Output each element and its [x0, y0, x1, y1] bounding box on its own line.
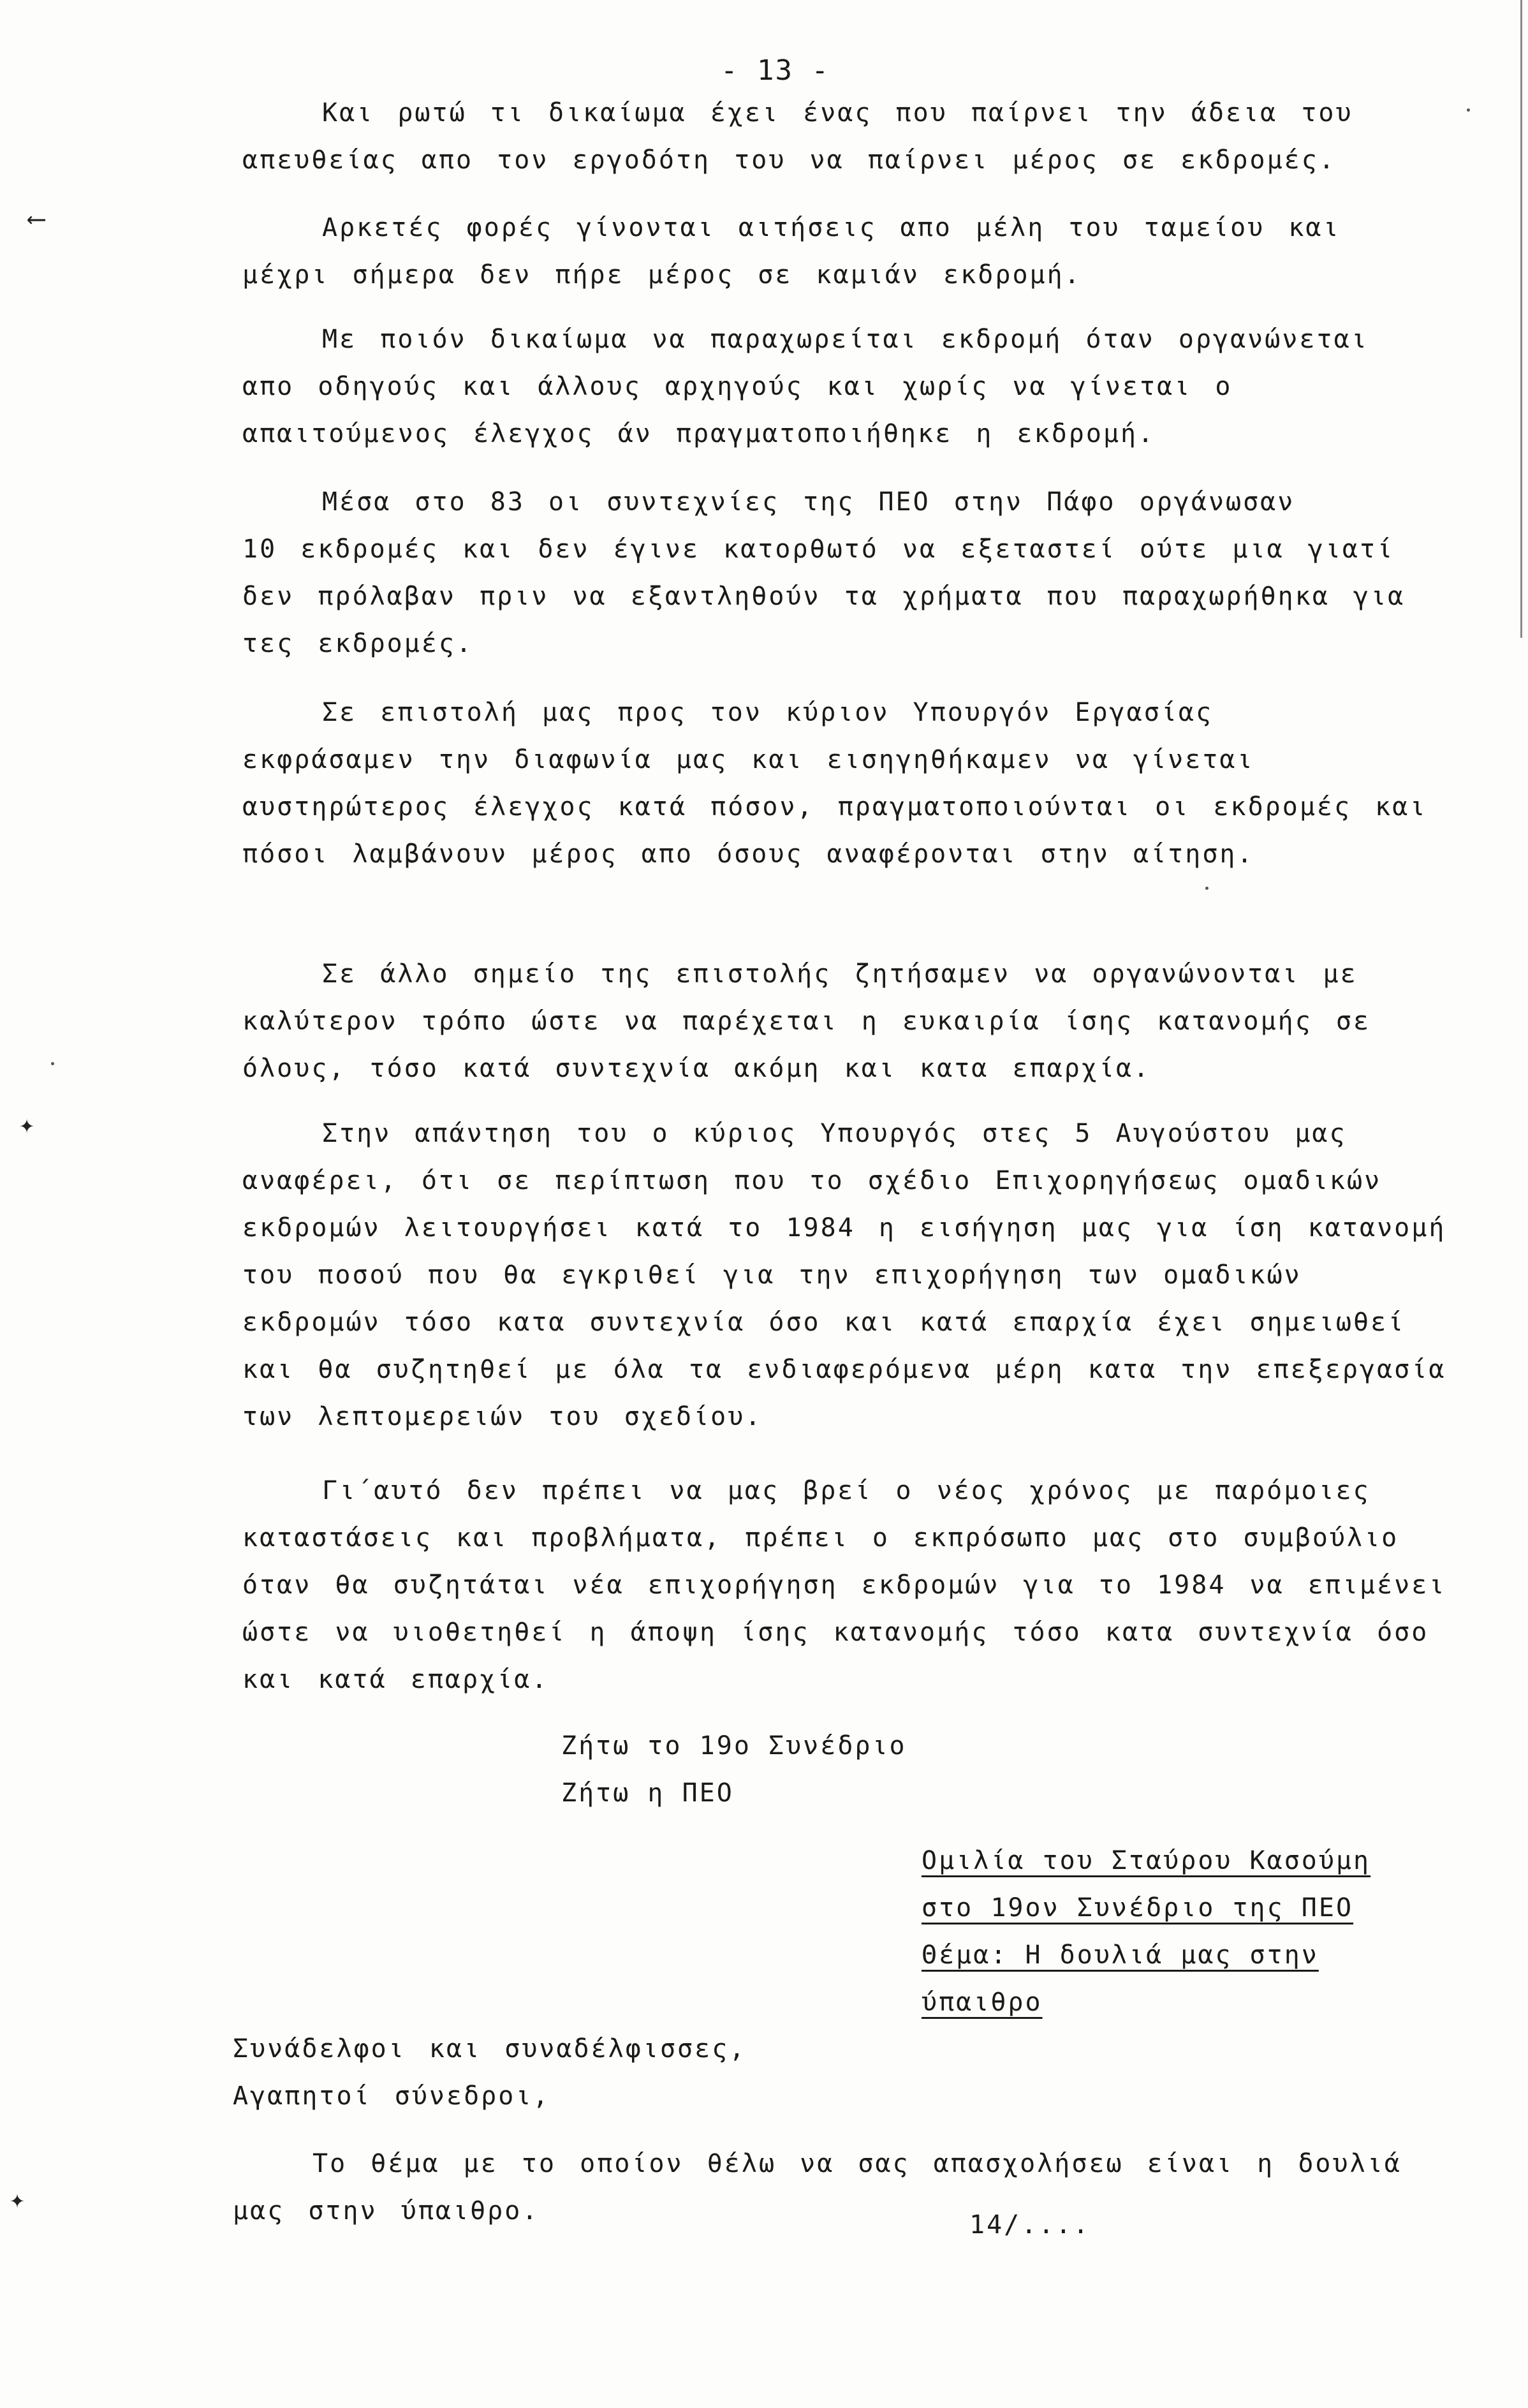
- paragraph-first-line: Γι΄αυτό δεν πρέπει να μας βρεί ο νέος χρόνος με παρόμοιες: [322, 1476, 1370, 1505]
- salutation: [233, 2025, 1444, 2120]
- speech-heading-line: Θέμα: Η δουλιά μας στην: [922, 1940, 1319, 1970]
- paragraph-4: [242, 478, 1454, 667]
- paragraph-first-line: Στην απάντηση του ο κύριος Υπουργός στες 5 Αυγούστου μας: [322, 1119, 1347, 1148]
- speck: [1467, 108, 1470, 112]
- speech-heading-line: στο 19ον Συνέδριο της ΠΕΟ: [922, 1893, 1354, 1923]
- final-paragraph: [233, 2140, 1444, 2234]
- paragraph-3: [242, 316, 1454, 457]
- paragraph-8: [242, 1467, 1454, 1703]
- closing-slogans: [561, 1722, 907, 1817]
- margin-mark: ⟵: [29, 204, 45, 233]
- closing-line: Ζήτω το 19ο Συνέδριο: [561, 1731, 907, 1761]
- paragraph-rest: 10 εκδρομές και δεν έγινε κατορθωτό να εξεταστεί ούτε μια γιατί δεν πρόλαβαν πριν να εξαντληθούν τα χρήματα που παραχωρήθηκα για τες εκδρομές.: [242, 535, 1406, 658]
- paragraph-first-line: Σε επιστολή μας προς τον κύριον Υπουργόν Εργασίας: [322, 698, 1214, 727]
- paragraph-2: [242, 204, 1454, 299]
- page-number: - 13 -: [721, 54, 830, 87]
- salutation-line: Συνάδελφοι και συναδέλφισσες,: [233, 2034, 747, 2064]
- paragraph-first-line: Και ρωτώ τι δικαίωμα έχει ένας που παίρνει την άδεια του: [322, 98, 1353, 128]
- paragraph-rest: εκφράσαμεν την διαφωνία μας και εισηγηθήκαμεν να γίνεται αυστηρώτερος έλεγχος κατά πόσον, πραγματοποιούνται οι εκδρομές και πόσοι λαμβάνουν μέρος απο όσους αναφέρονται στην αίτηση.: [242, 745, 1427, 869]
- paragraph-first-line: Το θέμα με το οποίον θέλω να σας απασχολήσεω είναι η δουλιά: [312, 2149, 1402, 2178]
- paragraph-rest: καλύτερον τρόπο ώστε να παρέχεται η ευκαιρία ίσης κατανομής σε όλους, τόσο κατά συντεχνία ακόμη και κατα επαρχία.: [242, 1007, 1371, 1083]
- closing-line: Ζήτω η ΠΕΟ: [561, 1778, 734, 1808]
- paragraph-rest: απευθείας απο τον εργοδότη του να παίρνει μέρος σε εκδρομές.: [242, 145, 1336, 175]
- paragraph-5: [242, 689, 1454, 878]
- speech-heading-line: Ομιλία του Σταύρου Κασούμη: [922, 1846, 1371, 1875]
- paragraph-rest: μέχρι σήμερα δεν πήρε μέρος σε καμιάν εκδρομή.: [242, 260, 1082, 290]
- continuation-footer: 14/....: [969, 2210, 1091, 2240]
- speech-heading: [922, 1837, 1451, 2026]
- paragraph-rest: καταστάσεις και προβλήματα, πρέπει ο εκπρόσωπο μας στο συμβούλιο όταν θα συζητάται νέα επιχορήγηση εκδρομών για το 1984 να επιμένει ώστε να υιοθετηθεί η άποψη ίσης κατανομής τόσο κατα συντεχνία όσο και κατά επαρχία.: [242, 1523, 1446, 1694]
- salutation-line: Αγαπητοί σύνεδροι,: [233, 2081, 550, 2111]
- speech-heading-line: ύπαιθρο: [922, 1988, 1043, 2017]
- paragraph-1: [242, 89, 1454, 184]
- paragraph-first-line: Σε άλλο σημείο της επιστολής ζητήσαμεν να οργανώνονται με: [322, 959, 1358, 989]
- paragraph-rest: μας στην ύπαιθρο.: [233, 2196, 540, 2226]
- paragraph-rest: απο οδηγούς και άλλους αρχηγούς και χωρίς να γίνεται ο απαιτούμενος έλεγχος άν πραγματοποιήθηκε η εκδρομή.: [242, 372, 1233, 448]
- paragraph-rest: αναφέρει, ότι σε περίπτωση που το σχέδιο Επιχορηγήσεως ομαδικών εκδρομών λειτουργήσει κατά το 1984 η εισήγηση μας για ίση κατανομή του ποσού που θα εγκριθεί για την επιχορήγηση των ομαδικών εκδρομών τόσο κατα συντεχνία όσο και κατά επαρχία έχει σημειωθεί και θα συζητηθεί με όλα τα ενδιαφερόμενα μέρη κατα την επεξεργασία των λεπτομερειών του σχεδίου.: [242, 1166, 1446, 1431]
- speck: [51, 1062, 54, 1065]
- paragraph-first-line: Μέσα στο 83 οι συντεχνίες της ΠΕΟ στην Πάφο οργάνωσαν: [322, 487, 1295, 517]
- speck: [1205, 887, 1208, 890]
- scan-edge-line: [1520, 0, 1522, 638]
- margin-mark: ✦: [10, 2185, 26, 2214]
- paragraph-first-line: Με ποιόν δικαίωμα να παραχωρείται εκδρομή όταν οργανώνεται: [322, 325, 1369, 354]
- margin-mark: ✦: [19, 1110, 35, 1139]
- paragraph-first-line: Αρκετές φορές γίνονται αιτήσεις απο μέλη του ταμείου και: [322, 213, 1341, 242]
- paragraph-7: [242, 1110, 1454, 1440]
- paragraph-6: [242, 950, 1454, 1092]
